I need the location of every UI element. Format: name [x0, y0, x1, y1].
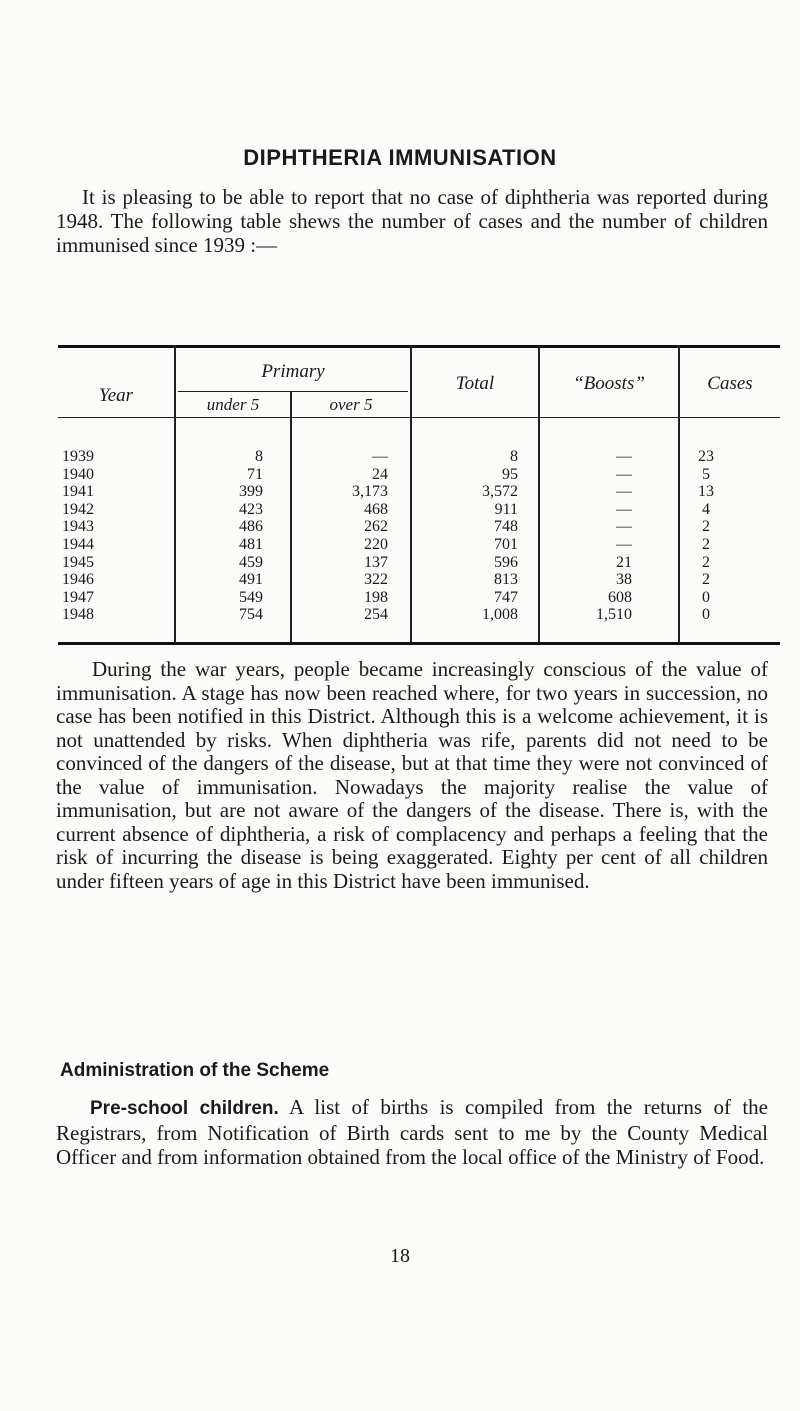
total-column	[438, 448, 518, 624]
preschool-text: A list of births is compiled from the returns of the Registrars, from Notification of Birth cards sent to me by the County Medical Officer and from information obtained from the local office of the Ministry of Food.	[56, 1095, 768, 1169]
col-divider	[290, 391, 292, 642]
cell-over5: 220	[364, 535, 388, 553]
cell-year: 1941	[62, 483, 94, 501]
boosts-column	[566, 448, 632, 624]
cell-total: 95	[502, 465, 518, 483]
cell-boosts: 608	[608, 588, 632, 606]
cell-under5: 459	[239, 553, 263, 571]
cell-over5: 3,173	[352, 483, 388, 501]
header-under5: under 5	[206, 395, 260, 414]
cell-total: 701	[494, 535, 518, 553]
header-boosts: “Boosts”	[573, 373, 645, 394]
cell-total: 1,008	[482, 606, 518, 624]
header-primary: Primary	[261, 361, 325, 382]
cell-year: 1942	[62, 500, 94, 518]
cell-cases: 0	[702, 606, 710, 624]
cell-under5: 71	[247, 465, 263, 483]
cell-year: 1947	[62, 588, 94, 606]
cell-over5: 262	[364, 518, 388, 536]
cell-cases: 2	[702, 571, 710, 589]
cell-cases: 0	[702, 588, 710, 606]
cell-total: 596	[494, 553, 518, 571]
cell-over5: 198	[364, 588, 388, 606]
page-heading: DIPHTHERIA IMMUNISATION	[243, 145, 557, 170]
cell-under5: 491	[239, 571, 263, 589]
cell-boosts: —	[616, 448, 632, 465]
cell-boosts: 38	[616, 571, 632, 589]
year-column	[62, 448, 122, 624]
col-divider	[174, 345, 176, 642]
cell-over5: 322	[364, 571, 388, 589]
cell-boosts: 21	[616, 553, 632, 571]
cell-under5: 754	[239, 606, 263, 624]
cell-under5: 8	[255, 448, 263, 465]
cell-over5: —	[372, 448, 388, 465]
cell-year: 1945	[62, 553, 94, 571]
cell-over5: 24	[372, 465, 388, 483]
table-top-rule	[58, 345, 780, 348]
cell-total: 813	[494, 571, 518, 589]
cell-under5: 481	[239, 535, 263, 553]
header-over5: over 5	[329, 395, 373, 414]
cases-column	[686, 448, 726, 624]
cell-boosts: —	[616, 465, 632, 483]
cell-boosts: —	[616, 518, 632, 536]
war-years-paragraph: During the war years, people became increasingly conscious of the value of immunisation. A stage has now been reached where, for two years in succession, no case has been notified in this District. Although this is a welcome achievement, it is not unattended by risks. When diphtheria was rife, parents did not need to be convinced of the dangers of the disease, but at that time they were not convinced of the value of immunisation. Nowadays the majority realise the value of immunisation, but are not aware of the dangers of the disease. There is, with the current absence of diphtheria, a risk of complacency and perhaps a feeling that the risk of incurring the disease is being exaggerated. Eighty per cent of all children under fifteen years of age in this District have been immunised.	[56, 657, 768, 893]
cell-cases: 13	[698, 483, 714, 501]
cell-boosts: 1,510	[596, 606, 632, 624]
cell-cases: 4	[702, 500, 710, 518]
cell-under5: 549	[239, 588, 263, 606]
cell-cases: 2	[702, 518, 710, 536]
header-total: Total	[455, 373, 495, 394]
cell-year: 1944	[62, 535, 94, 553]
cell-over5: 254	[364, 606, 388, 624]
cell-cases: 2	[702, 553, 710, 571]
cell-boosts: —	[616, 535, 632, 553]
cell-total: 8	[510, 448, 518, 465]
intro-paragraph: It is pleasing to be able to report that no case of diphtheria was reported during 1948. The following table shews the number of cases and the number of children immunised since 1939 :—	[56, 185, 768, 257]
preschool-paragraph	[56, 1095, 768, 1169]
cell-under5: 399	[239, 483, 263, 501]
over5-column	[308, 448, 388, 624]
cell-boosts: —	[616, 483, 632, 501]
cell-total: 748	[494, 518, 518, 536]
primary-subrule	[178, 391, 408, 392]
cell-under5: 486	[239, 518, 263, 536]
cell-boosts: —	[616, 500, 632, 518]
cell-over5: 468	[364, 500, 388, 518]
cell-total: 3,572	[482, 483, 518, 501]
cell-cases: 5	[702, 465, 710, 483]
header-year: Year	[98, 385, 134, 406]
cell-year: 1943	[62, 518, 94, 536]
preschool-label: Pre-school children.	[90, 1098, 279, 1119]
cell-total: 911	[494, 500, 518, 518]
under5-column	[208, 448, 263, 624]
cell-year: 1940	[62, 465, 94, 483]
table-bottom-rule	[58, 642, 780, 645]
cell-cases: 23	[698, 448, 714, 465]
immunisation-table	[58, 345, 780, 645]
page-number: 18	[390, 1245, 410, 1267]
cell-over5: 137	[364, 553, 388, 571]
cell-under5: 423	[239, 500, 263, 518]
cell-year: 1939	[62, 448, 94, 465]
cell-year: 1948	[62, 606, 94, 624]
header-rule	[58, 417, 780, 418]
cell-year: 1946	[62, 571, 94, 589]
header-cases: Cases	[707, 373, 753, 394]
cell-cases: 2	[702, 535, 710, 553]
cell-total: 747	[494, 588, 518, 606]
section-heading: Administration of the Scheme	[60, 1060, 330, 1081]
